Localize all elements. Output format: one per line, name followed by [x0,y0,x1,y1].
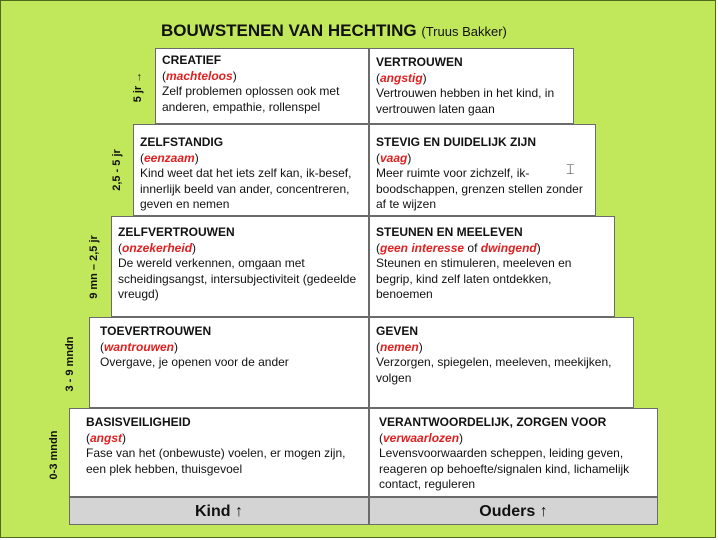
block-heading: STEUNEN EN MEELEVEN [376,225,523,239]
block-description: Levensvoorwaarden scheppen, leiding geven, reageren op behoefte/signalen kind, lichamelijk contact, reguleren [379,446,630,491]
block-heading: VERANTWOORDELIJK, ZORGEN VOOR [379,415,607,429]
block-heading: ZELFVERTROUWEN [118,225,235,239]
footer-kind: Kind ↑ [69,497,369,525]
block-negative: machteloos [166,68,233,83]
parent-block-steunen: STEUNEN EN MEELEVEN (geen interesse of dwingend) Steunen en stimuleren, meeleven en begrip, kind zelf laten ontdekken, benoemen [369,216,615,317]
block-description: De wereld verkennen, omgaan met scheidingsangst, intersubjectiviteit (gedeelde vreugd) [118,256,357,301]
child-block-zelfvertrouwen: ZELFVERTROUWEN (onzekerheid) De wereld verkennen, omgaan met scheidingsangst, intersubjectiviteit (gedeelde vreugd) [111,216,369,317]
block-heading: VERTROUWEN [376,55,463,69]
child-block-toevertrouwen: TOEVERTROUWEN (wantrouwen) Overgave, je openen voor de ander [89,317,369,408]
age-label-3-9mndn: 3 - 9 mndn [64,336,76,392]
block-heading: BASISVEILIGHEID [86,415,191,429]
block-negative: angstig [380,70,423,85]
title-author: (Truus Bakker) [421,24,507,39]
child-block-basisveiligheid: BASISVEILIGHEID (angst) Fase van het (onbewuste) voelen, er mogen zijn, een plek hebben, thuisgevoel [69,408,369,497]
parent-block-geven: GEVEN (nemen) Verzorgen, spiegelen, meeleven, meekijken, volgen [369,317,634,408]
block-heading: STEVIG EN DUIDELIJK ZIJN [376,135,537,149]
block-negative: angst [90,430,123,445]
age-label-9mn-2-5jr: 9 mn – 2,5 jr [88,235,100,299]
block-negative: geen interesse [380,240,465,255]
age-label-0-3mndn: 0-3 mndn [48,430,60,480]
age-label-5jr: 5 jr → [132,71,144,103]
block-negative-joiner: of [467,240,478,255]
block-heading: ZELFSTANDIG [140,135,224,149]
block-heading: TOEVERTROUWEN [100,324,212,338]
block-negative: onzekerheid [122,240,193,255]
block-description: Overgave, je openen voor de ander [100,355,289,369]
block-heading: CREATIEF [162,53,222,67]
block-negative: wantrouwen [104,339,175,354]
child-block-creatief: CREATIEF (machteloos) Zelf problemen oplossen ook met anderen, empathie, rollenspel [155,48,369,124]
block-negative: verwaarlozen [383,430,460,445]
block-description: Meer ruimte voor zichzelf, ik-boodschappen, grenzen stellen zonder af te wijzen [376,166,583,211]
block-description: Vertrouwen hebben in het kind, in vertrouwen laten gaan [376,86,555,116]
title-text: BOUWSTENEN VAN HECHTING [161,21,417,40]
block-negative-2: dwingend [480,240,537,255]
block-description: Kind weet dat het iets zelf kan, ik-besef, innerlijk beeld van ander, concentreren, geven en nemen [140,166,352,211]
block-description: Zelf problemen oplossen ook met anderen, empathie, rollenspel [162,84,340,114]
block-negative: nemen [380,339,419,354]
block-description: Verzorgen, spiegelen, meeleven, meekijken, volgen [376,355,612,385]
footer-ouders: Ouders ↑ [369,497,658,525]
parent-block-stevig: STEVIG EN DUIDELIJK ZIJN (vaag) Meer ruimte voor zichzelf, ik-boodschappen, grenzen stellen zonder af te wijzen [369,124,596,216]
parent-block-verantwoordelijk: VERANTWOORDELIJK, ZORGEN VOOR (verwaarlozen) Levensvoorwaarden scheppen, leiding geven, reageren op behoefte/signalen kind, lichamelijk contact, reguleren [369,408,658,497]
text-cursor-icon: ⌶ [566,161,575,177]
parent-block-vertrouwen: VERTROUWEN (angstig) Vertrouwen hebben in het kind, in vertrouwen laten gaan [369,48,574,124]
diagram-title [161,21,507,41]
block-description: Steunen en stimuleren, meeleven en begrip, kind zelf laten ontdekken, benoemen [376,256,572,301]
block-heading: GEVEN [376,324,419,338]
block-negative: vaag [380,150,408,165]
block-negative: eenzaam [144,150,195,165]
child-block-zelfstandig: ZELFSTANDIG (eenzaam) Kind weet dat het iets zelf kan, ik-besef, innerlijk beeld van ander, concentreren, geven en nemen [133,124,369,216]
age-label-2-5-5jr: 2,5 - 5 jr [111,149,123,191]
block-description: Fase van het (onbewuste) voelen, er mogen zijn, een plek hebben, thuisgevoel [86,446,346,476]
